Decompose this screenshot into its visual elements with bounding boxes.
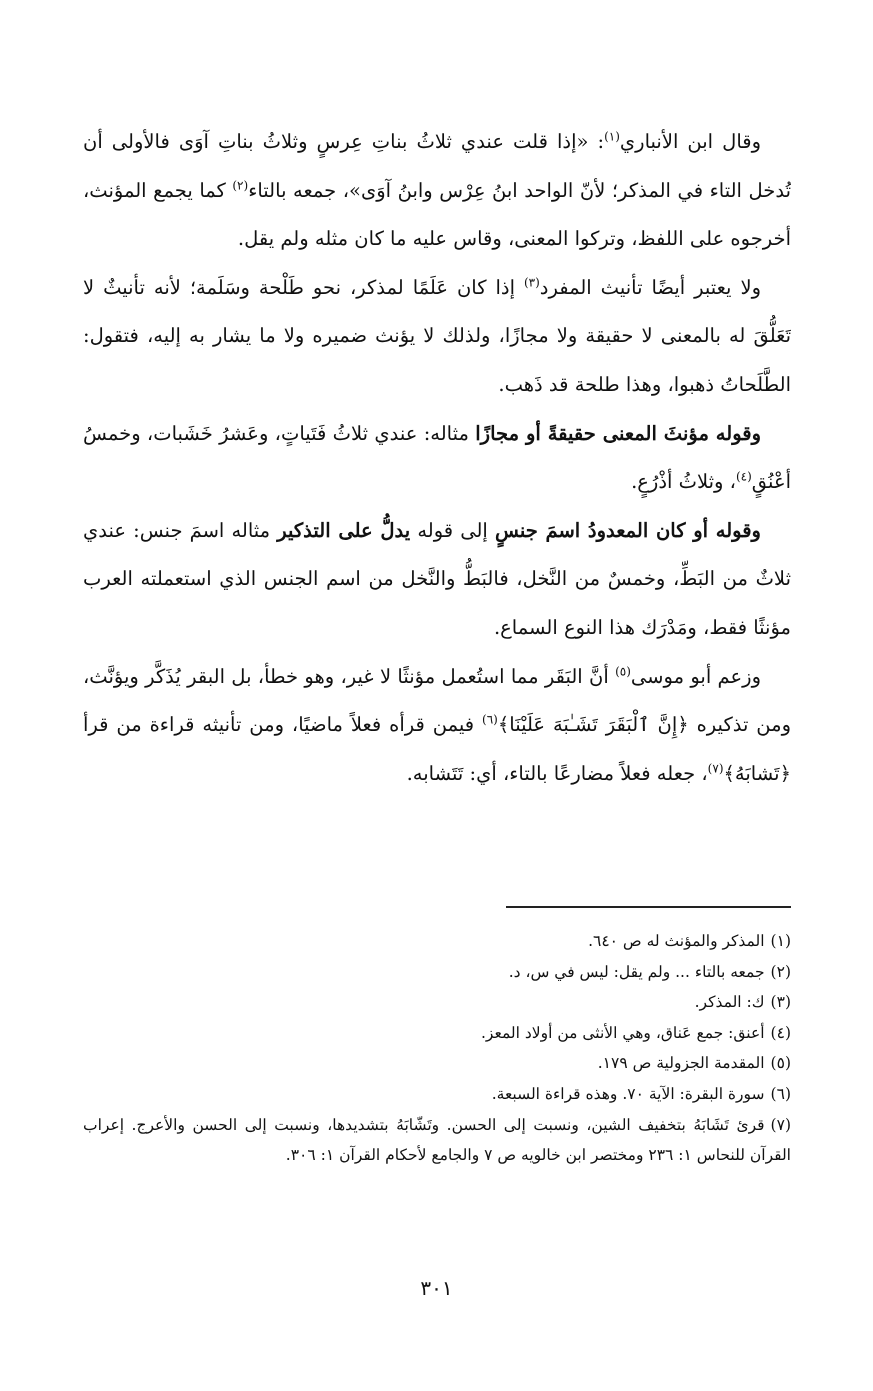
footnote-number: (١) bbox=[770, 932, 791, 950]
footnote-text: سورة البقرة: الآية ٧٠. وهذه قراءة السبعة. bbox=[491, 1084, 765, 1103]
paragraph-2 bbox=[83, 264, 791, 410]
paragraph-5-text-a: وزعم أبو موسى bbox=[630, 664, 762, 688]
main-text bbox=[83, 118, 791, 878]
footnote-text: ك: المذكر. bbox=[694, 993, 765, 1012]
paragraph-5-text-c: فيمن قرأه فعلاً ماضيًا، ومن تأنيثه قراءة من قرأ ﴿تَشابَهُ﴾ bbox=[83, 713, 791, 785]
paragraph-1-text-c: كما يجمع المؤنث، أخرجوه على اللفظ، وتركوا المعنى، وقاس عليه ما كان مثله ولم يقل. bbox=[83, 178, 791, 251]
footnote-ref-3: (٣) bbox=[523, 275, 540, 290]
footnote-text: جمعه بالتاء ... ولم يقل: ليس في س، د. bbox=[508, 962, 765, 981]
paragraph-2-text-a: ولا يعتبر أيضًا تأنيث المفرد bbox=[539, 275, 761, 299]
footnote-number: (٦) bbox=[770, 1084, 791, 1103]
footnote-number: (٧) bbox=[770, 1115, 791, 1134]
footnote-3 bbox=[83, 987, 791, 1018]
footnote-7 bbox=[83, 1110, 791, 1171]
paragraph-3-text-a: مثاله: عندي ثلاثُ فَتَياتٍ، وعَشرُ خَشَبات، وخمسُ أعْنُقٍ bbox=[83, 421, 791, 494]
footnote-text: المقدمة الجزولية ص ١٧٩. bbox=[597, 1054, 765, 1073]
footnote-text: أعنق: جمع عَناق، وهي الأنثى من أولاد المعز. bbox=[480, 1023, 765, 1042]
footnote-ref-4: (٤) bbox=[735, 469, 752, 484]
paragraph-3-heading: وقوله مؤنثَ المعنى حقيقةً أو مجازًا bbox=[475, 421, 761, 445]
paragraph-5-text-d: ، جعله فعلاً مضارعًا بالتاء، أي: تَتَشابه. bbox=[406, 761, 708, 785]
footnote-number: (٣) bbox=[770, 993, 791, 1012]
paragraph-2-text-b: إذا كان عَلَمًا لمذكر، نحو طَلْحة وسَلَمة؛ لأنه تأنيثٌ لا تَعَلُّقَ له بالمعنى لا حقيقة ولا مجازًا، ولذلك لا يؤنث ضميره ولا ما يشار به إليه، فتقول: الطَّلَحاتُ ذهبوا، وهذا طلحة قد ذَهب. bbox=[83, 275, 791, 396]
footnote-number: (٥) bbox=[770, 1054, 791, 1073]
footnote-ref-6: (٦) bbox=[482, 712, 498, 727]
paragraph-4-text-a: إلى قوله bbox=[410, 518, 495, 542]
paragraph-5 bbox=[83, 653, 791, 799]
paragraph-4 bbox=[83, 507, 791, 653]
paragraph-4-heading-b: يدلُّ على التذكير bbox=[277, 518, 411, 542]
footnote-4 bbox=[83, 1018, 791, 1049]
footnote-number: (٢) bbox=[770, 962, 791, 981]
footnote-text: المذكر والمؤنث له ص ٦٤٠. bbox=[588, 932, 765, 950]
body-text bbox=[83, 118, 791, 878]
footnote-6 bbox=[83, 1079, 791, 1110]
paragraph-4-heading-a: وقوله أو كان المعدودُ اسمَ جنسٍ bbox=[494, 518, 761, 542]
footnote-number: (٤) bbox=[770, 1023, 791, 1042]
paragraph-1-text-a: وقال ابن الأنباري bbox=[619, 130, 762, 153]
paragraph-1 bbox=[83, 118, 791, 264]
footnote-ref-2: (٢) bbox=[232, 178, 249, 193]
paragraph-1-text-b: : «إذا قلت عندي ثلاثُ بناتِ عِرسٍ وثلاثُ بناتِ آوَى فالأولى أن تُدخل التاء في المذكر؛ لأنّ الواحد ابنُ عِرْس وابنُ آوَى»، جمعه بالتاء bbox=[83, 130, 791, 202]
footnotes bbox=[83, 926, 791, 1171]
footnote-ref-7: (٧) bbox=[707, 761, 724, 776]
footnote-2 bbox=[83, 957, 791, 988]
footnote-5 bbox=[83, 1048, 791, 1079]
page-number: ٣٠١ bbox=[420, 1276, 453, 1300]
footnote-text: قرئ تَشَابَهُ بتخفيف الشين، ونسبت إلى الحسن. وتَشّابَهُ بتشديدها، ونسبت إلى الحسن والأعرج. إعراب القرآن للنحاس ١: ٢٣٦ ومختصر ابن خالويه ص ٧ والجامع لأحكام القرآن ١: ٣٠٦. bbox=[83, 1115, 791, 1165]
footnote-divider bbox=[506, 906, 791, 908]
footnote-ref-1: (١) bbox=[604, 129, 620, 144]
paragraph-4-text-b: مثاله اسمَ جنس: عندي ثلاثٌ من البَطِّ، وخمسٌ من النَّخل، فالبَطُّ والنَّخل من اسم الجنس الذي استعملته العرب مؤنثًا فقط، ومَدْرَك هذا النوع السماع. bbox=[83, 518, 791, 639]
paragraph-3-text-b: ، وثلاثُ أذْرُعٍ. bbox=[631, 470, 736, 494]
footnote-1 bbox=[83, 926, 791, 957]
footnote-ref-5: (٥) bbox=[615, 664, 631, 679]
paragraph-3 bbox=[83, 410, 791, 507]
paragraph-5-text-b: أنَّ البَقَر مما استُعمل مؤنثًا لا غير، وهو خطأ، بل البقر يُذَكَّر ويؤنَّث، ومن تذكيره ﴿إِنَّ ٱلْبَقَرَ تَشَـٰبَهَ عَلَيْنَا﴾ bbox=[83, 664, 791, 737]
